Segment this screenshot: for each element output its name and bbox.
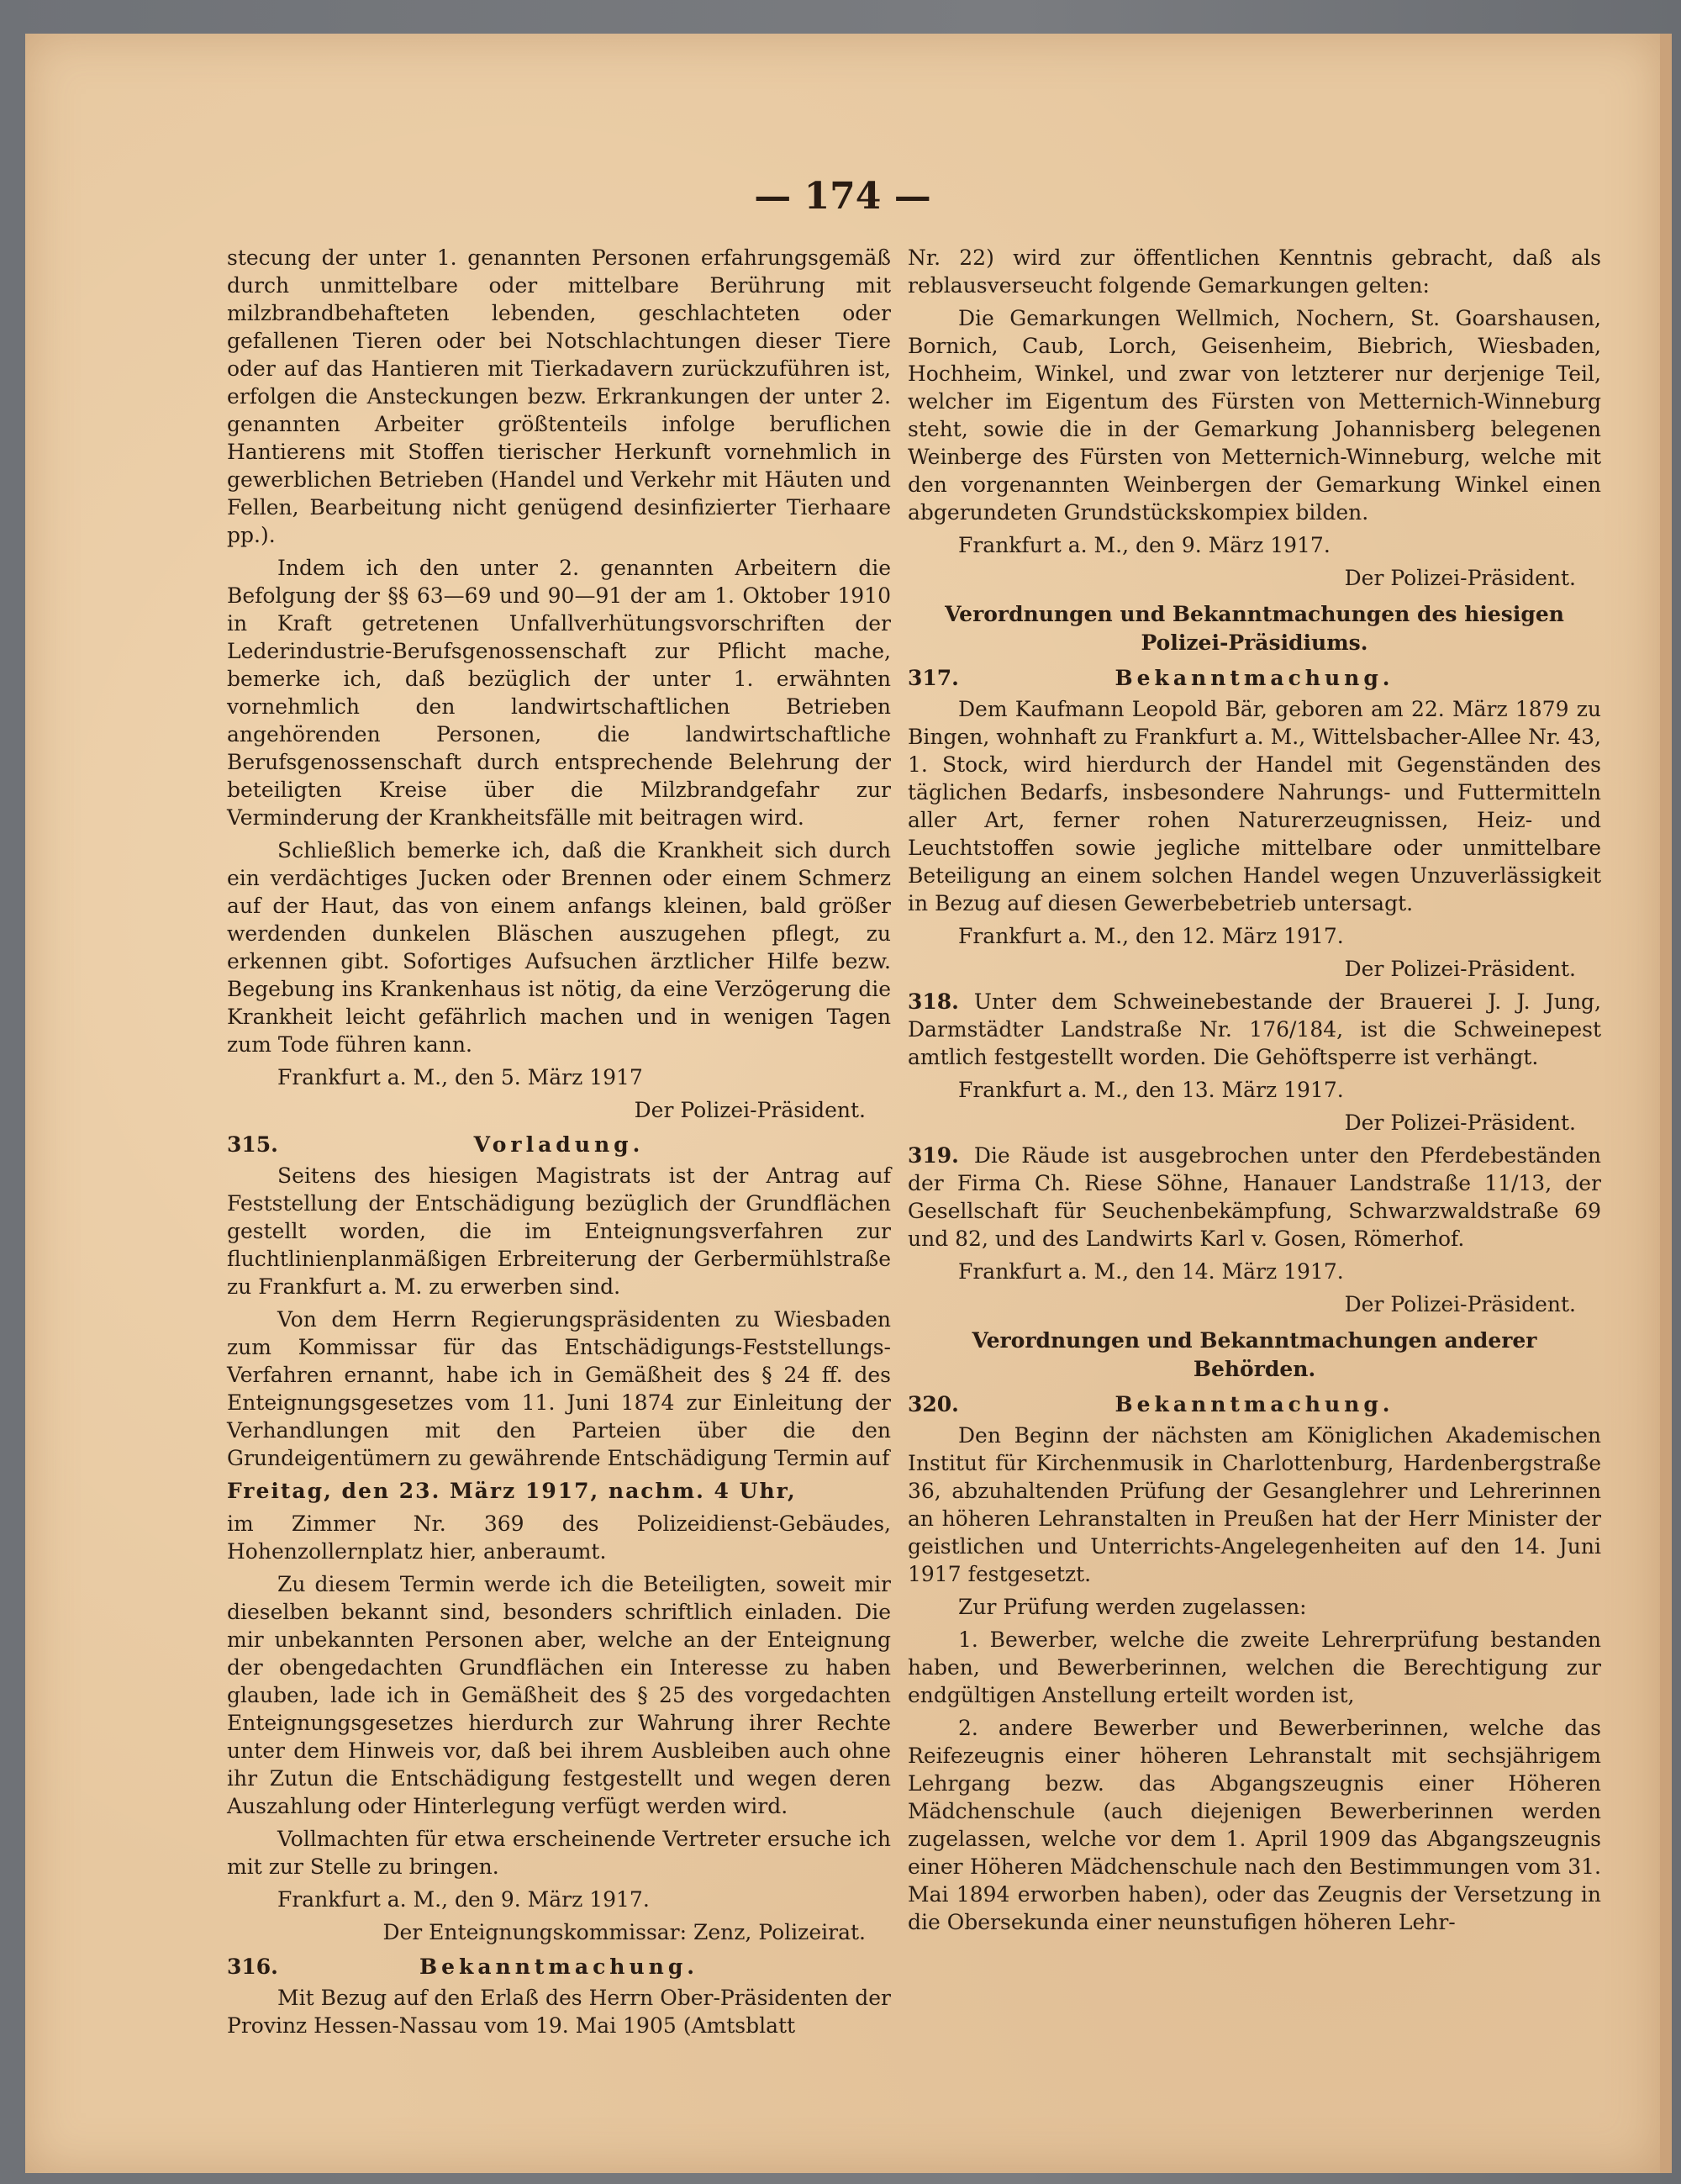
place-date: Frankfurt a. M., den 12. März 1917. — [958, 924, 1344, 948]
signature: Der Polizei-Präsident. — [1344, 1292, 1576, 1316]
paragraph: Vollmachten für etwa erscheinende Vertreter ersuche ich mit zur Stelle zu bringen. — [227, 1827, 891, 1879]
signature: Der Enteignungskommissar: Zenz, Polizeirat. — [382, 1920, 866, 1944]
page-number: — 174 — — [754, 175, 931, 218]
entry-319 — [908, 1142, 1601, 1253]
paragraph: Dem Kaufmann Leopold Bär, geboren am 22. März 1879 zu Bingen, wohnhaft zu Frankfurt a. M., Wittelsbacher-Allee Nr. 43, 1. Stock, wird hierdurch der Handel mit Gegenständen des täglichen Bedarfs, insbesondere Nahrungs- und Futtermitteln aller Art, ferner rohen Naturerzeugnissen, Heiz- und Leuchtstoffen sowie jegliche mittelbare oder unmittelbare Beteiligung an einem solchen Handel wegen Unzuverlässigkeit in Bezug auf diesen Gewerbebetrieb untersagt. — [908, 697, 1601, 915]
document-page — [25, 34, 1672, 2173]
place-date: Frankfurt a. M., den 9. März 1917. — [277, 1887, 650, 1912]
paragraph: Zur Prüfung werden zugelassen: — [958, 1595, 1307, 1619]
entry-title: Bekanntmachung. — [419, 1955, 699, 1979]
place-date: Frankfurt a. M., den 14. März 1917. — [958, 1259, 1344, 1284]
paragraph: stecung der unter 1. genannten Personen erfahrungsgemäß durch unmittelbare oder mittelbare Berührung mit milzbrandbehafteten lebenden, geschlachteten oder gefallenen Tieren oder bei Notschlachtungen dieser Tiere oder auf das Hantieren mit Tierkadavern zurückzuführen ist, erfolgen die Ansteckungen bezw. Erkrankungen der unter 2. genannten Arbeiter größtenteils infolge beruflichen Hantierens mit Stoffen tierischer Herkunft vornehmlich in gewerblichen Betrieben (Handel und Verkehr mit Häuten und Fellen, Bearbeitung nicht genügend desinfizierter Tierhaare pp.). — [227, 245, 891, 547]
entry-318 — [908, 988, 1601, 1071]
paragraph: Den Beginn der nächsten am Königlichen Akademischen Institut für Kirchenmusik in Charlottenburg, Hardenbergstraße 36, abzuhaltenden Prüfung der Gesanglehrer und Lehrerinnen an höheren Lehranstalten in Preußen hat der Herr Minister der geistlichen und Unterrichts-Angelegenheiten auf den 14. Juni 1917 festgesetzt. — [908, 1423, 1601, 1586]
paragraph: 2. andere Bewerber und Bewerberinnen, welche das Reifezeugnis einer höheren Lehranstalt mit sechsjährigem Lehrgang bezw. das Abgangszeugnis einer Höheren Mädchenschule (auch diejenigen Bewerberinnen werden zugelassen, welche vor dem 1. April 1909 das Abgangszeugnis einer Höheren Mädchenschule nach den Bestimmungen vom 31. Mai 1894 erworben haben), oder das Zeugnis der Versetzung in die Obersekunda einer neunstufigen höheren Lehr- — [908, 1716, 1601, 1934]
entry-number: 318. — [908, 989, 959, 1014]
entry-number: 320. — [908, 1392, 959, 1416]
paragraph: Seitens des hiesigen Magistrats ist der Antrag auf Feststellung der Entschädigung bezüglich der Grundflächen gestellt worden, die im Enteignungsverfahren zur fluchtlinienplanmäßigen Erbreiterung der Gerbermühlstraße zu Frankfurt a. M. zu erwerben sind. — [227, 1163, 891, 1299]
signature: Der Polizei-Präsident. — [634, 1098, 866, 1122]
place-date: Frankfurt a. M., den 13. März 1917. — [958, 1078, 1344, 1102]
paragraph: im Zimmer Nr. 369 des Polizeidienst-Gebäudes, Hohenzollernplatz hier, anberaumt. — [227, 1511, 891, 1564]
entry-title: Vorladung. — [473, 1132, 645, 1157]
entry-title: Bekanntmachung. — [1115, 1392, 1394, 1416]
paragraph: Die Räude ist ausgebrochen unter den Pferdebeständen der Firma Ch. Riese Söhne, Hanauer Landstraße 11/13, der Gesellschaft für Seuchenbekämpfung, Schwarzwaldstraße 69 und 82, und des Landwirts Karl v. Gosen, Römerhof. — [908, 1143, 1601, 1251]
right-column — [908, 244, 1601, 1941]
entry-320-heading — [908, 1390, 1601, 1418]
paragraph: Unter dem Schweinebestande der Brauerei J. J. Jung, Darmstädter Landstraße Nr. 176/184, ist die Schweinepest amtlich festgestellt worden. Die Gehöftsperre ist verhängt. — [908, 989, 1601, 1069]
paragraph: Zu diesem Termin werde ich die Beteiligten, soweit mir dieselben bekannt sind, besonders schriftlich einladen. Die mir unbekannten Personen aber, welche an der Enteignung der obengedachten Grundflächen ein Interesse zu haben glauben, lade ich in Gemäßheit des § 25 des vorgedachten Enteignungsgesetzes hierdurch zur Wahrung ihrer Rechte unter dem Hinweis vor, daß bei ihrem Ausbleiben auch ohne ihr Zutun die Entschädigung festgestellt und wegen deren Auszahlung oder Hinterlegung verfügt werden wird. — [227, 1572, 891, 1818]
paragraph: Mit Bezug auf den Erlaß des Herrn Ober-Präsidenten der Provinz Hessen-Nassau vom 19. Mai 1905 (Amtsblatt — [227, 1986, 891, 2038]
entry-number: 315. — [227, 1132, 278, 1157]
entry-number: 319. — [908, 1143, 959, 1168]
paragraph: Von dem Herrn Regierungspräsidenten zu Wiesbaden zum Kommissar für das Entschädigungs-Feststellungs-Verfahren ernannt, habe ich in Gemäßheit des § 24 ff. des Enteignungsgesetzes vom 11. Juni 1874 zur Einleitung der Verhandlungen mit den Parteien über die den Grundeigentümern zu gewährende Entschädigung Termin auf — [227, 1307, 891, 1470]
entry-317-heading — [908, 664, 1601, 692]
signature: Der Polizei-Präsident. — [1344, 566, 1576, 590]
section-heading: Verordnungen und Bekanntmachungen anderer Behörden. — [972, 1328, 1537, 1381]
signature: Der Polizei-Präsident. — [1344, 957, 1576, 981]
left-column — [227, 244, 891, 2044]
entry-number: 317. — [908, 666, 959, 690]
paragraph: Die Gemarkungen Wellmich, Nochern, St. Goarshausen, Bornich, Caub, Lorch, Geisenheim, Biebrich, Wiesbaden, Hochheim, Winkel, und zwar von letzterer nur derjenige Teil, welcher im Eigentum des Fürsten von Metternich-Winneburg steht, sowie die in der Gemarkung Johannisberg belegenen Weinberge des Fürsten von Metternich-Winneburg, welche mit den vorgenannten Weinbergen der Gemarkung Winkel einen abgerundeten Grundstückskompiex bilden. — [908, 306, 1601, 525]
paragraph: 1. Bewerber, welche die zweite Lehrerprüfung bestanden haben, und Bewerberinnen, welchen die Berechtigung zur endgültigen Anstellung erteilt worden ist, — [908, 1627, 1601, 1707]
entry-315-heading — [227, 1131, 891, 1158]
section-heading: Verordnungen und Bekanntmachungen des hiesigen Polizei-Präsidiums. — [945, 602, 1564, 655]
paragraph: Nr. 22) wird zur öffentlichen Kenntnis gebracht, daß als reblausverseucht folgende Gemarkungen gelten: — [908, 245, 1601, 298]
place-date: Frankfurt a. M., den 5. März 1917 — [277, 1065, 643, 1089]
paragraph: Indem ich den unter 2. genannten Arbeitern die Befolgung der §§ 63—69 und 90—91 der am 1. Oktober 1910 in Kraft getretenen Unfallverhütungsvorschriften der Lederindustrie-Berufsgenossenschaft zur Pflicht mache, bemerke ich, daß bezüglich der unter 1. erwähnten vornehmlich den landwirtschaftlichen Betrieben angehörenden Personen, die landwirtschaftliche Berufsgenossenschaft durch entsprechende Belehrung der beteiligten Kreise über die Milzbrandgefahr zur Verminderung der Krankheitsfälle mit beitragen wird. — [227, 556, 891, 830]
paragraph: Schließlich bemerke ich, daß die Krankheit sich durch ein verdächtiges Jucken oder Brennen oder einem Schmerz auf der Haut, das von einem anfangs kleinen, bald größer werdenden dunkelen Bläschen auszugehen pflegt, zu erkennen gibt. Sofortiges Aufsuchen ärztlicher Hilfe bezw. Begebung ins Krankenhaus ist nötig, da eine Verzögerung die Krankheit leicht gefährlich machen und in wenigen Tagen zum Tode führen kann. — [227, 838, 891, 1057]
place-date: Frankfurt a. M., den 9. März 1917. — [958, 533, 1331, 557]
hearing-date: Freitag, den 23. März 1917, nachm. 4 Uhr, — [227, 1479, 797, 1503]
signature: Der Polizei-Präsident. — [1344, 1110, 1576, 1135]
entry-number: 316. — [227, 1955, 278, 1979]
entry-title: Bekanntmachung. — [1115, 666, 1394, 690]
entry-316-heading — [227, 1953, 891, 1981]
